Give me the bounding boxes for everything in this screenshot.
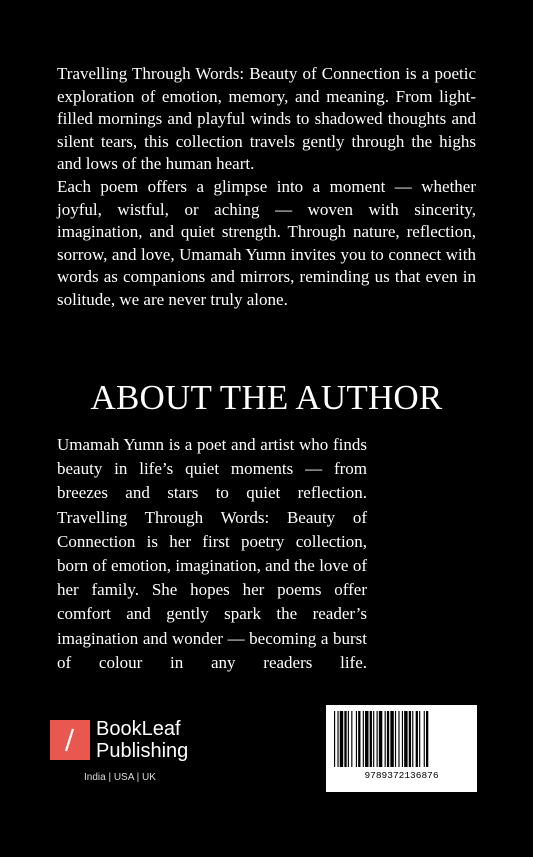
isbn-number: 9789372136876 xyxy=(364,770,439,781)
barcode-bar xyxy=(416,711,418,767)
barcode-bar xyxy=(379,711,382,767)
barcode-bar xyxy=(363,711,364,767)
barcode-bar xyxy=(356,711,357,767)
barcode-bar xyxy=(340,711,343,767)
blurb-paragraph-1: Travelling Through Words: Beauty of Connection is a poetic exploration of emotion, memory, and meaning. From light-filled mornings and playful winds to shadowed thoughts and silent tears, this collection travels gently through the highs and lows of the human heart. xyxy=(57,64,476,174)
barcode-bar xyxy=(358,711,360,767)
barcode-bar xyxy=(395,711,396,767)
barcode-bar xyxy=(390,711,393,767)
barcode-bar xyxy=(373,711,374,767)
barcode-bar xyxy=(402,711,403,767)
barcode-bar xyxy=(370,711,372,767)
publisher-logo xyxy=(50,718,200,788)
barcode-bar xyxy=(424,711,425,767)
barcode-bar xyxy=(412,711,413,767)
barcode-bar xyxy=(377,711,378,767)
author-bio: Umamah Yumn is a poet and artist who finds beauty in life’s quiet moments — from breezes and stars to quiet reflection. Travelling Through Words: Beauty of Connection is her first poetry collection, born of emotion, imagination, and the love of her family. She hopes her poems offer comfort and gently spark the reader’s imagination and wonder — becoming a burst of colour in any readers life. xyxy=(57,435,367,672)
blurb-paragraph-2: Each poem offers a glimpse into a moment — whether joyful, wistful, or aching — woven with sincerity, imagination, and quiet strength. Through nature, reflection, sorrow, and love, Umamah Yumn invites you to connect with words as companions and mirrors, reminding us that even in solitude, we are never truly alone. xyxy=(57,176,476,309)
barcode-bar xyxy=(419,711,420,767)
isbn-barcode xyxy=(326,705,477,792)
barcode-bar xyxy=(385,711,386,767)
barcode-bar xyxy=(409,711,411,767)
barcode-bar xyxy=(334,711,335,767)
barcode-bar xyxy=(404,711,407,767)
barcode-bar xyxy=(344,711,346,767)
barcode-bar xyxy=(351,711,352,767)
back-cover-blurb xyxy=(57,63,476,312)
slash-mark-icon xyxy=(50,720,90,760)
barcode-bar xyxy=(387,711,389,767)
barcode-bar xyxy=(365,711,368,767)
publisher-name: BookLeaf Publishing xyxy=(96,718,189,762)
publisher-regions: India | USA | UK xyxy=(84,772,156,783)
barcode-bar xyxy=(337,711,338,767)
about-author-heading: ABOUT THE AUTHOR xyxy=(90,378,443,417)
barcode-bar xyxy=(398,711,399,767)
barcode-bar xyxy=(348,711,349,767)
barcode-bar xyxy=(426,711,428,767)
